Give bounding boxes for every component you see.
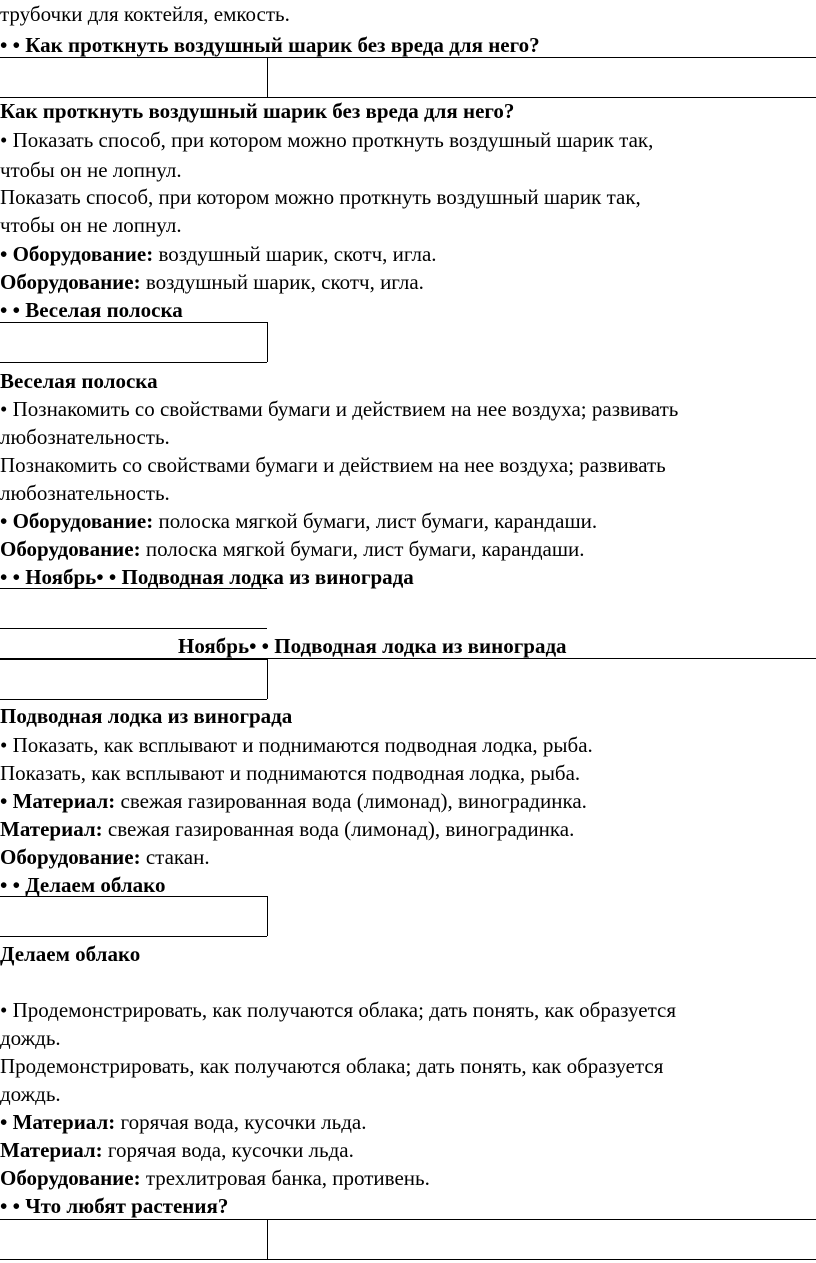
text-line (0, 787, 587, 815)
value: полоска мягкой бумаги, лист бумаги, карандаши. (140, 537, 585, 561)
section-heading: • • Веселая полоска (0, 298, 183, 322)
table-border (0, 97, 816, 98)
label: • Материал: (0, 1110, 116, 1134)
text-line: • Показать способ, при котором можно проткнуть воздушный шарик так, (0, 128, 654, 152)
table-border (0, 699, 267, 700)
value: стакан. (140, 845, 210, 869)
value: воздушный шарик, скотч, игла. (140, 270, 424, 294)
text-line: Продемонстрировать, как получаются облака; дать понять, как образуется (0, 1054, 664, 1078)
table-border (267, 1219, 268, 1259)
label: Оборудование: (0, 1166, 141, 1190)
label: Оборудование: (0, 845, 141, 869)
label: • Оборудование: (0, 509, 154, 533)
table-border (267, 57, 268, 97)
text-line (0, 1136, 354, 1164)
text-line: чтобы он не лопнул. (0, 158, 182, 182)
table-border (267, 322, 268, 362)
text-line: трубочки для коктейля, емкость. (0, 2, 290, 26)
label: • Материал: (0, 789, 116, 813)
section-heading: Подводная лодка из винограда (0, 704, 293, 728)
table-border (0, 588, 267, 589)
section-heading: Делаем облако (0, 942, 141, 966)
table-border (0, 896, 267, 897)
text-line (0, 1164, 430, 1192)
value: воздушный шарик, скотч, игла. (153, 242, 437, 266)
text-line (0, 268, 424, 296)
text-line (0, 535, 585, 563)
text-line (0, 1108, 366, 1136)
section-heading: • • Делаем облако (0, 873, 166, 897)
text-line: дождь. (0, 1082, 61, 1106)
value: горячая вода, кусочки льда. (115, 1110, 367, 1134)
table-border (0, 659, 267, 660)
value: горячая вода, кусочки льда. (102, 1138, 354, 1162)
table-border (0, 1219, 816, 1220)
table-border (0, 322, 267, 323)
table-border (0, 362, 267, 363)
section-heading: • • Ноябрь• • Подводная лодка из винограда (0, 565, 414, 589)
value: трехлитровая банка, противень. (140, 1166, 430, 1190)
table-border (0, 936, 267, 937)
label: • Оборудование: (0, 242, 154, 266)
label: Оборудование: (0, 270, 141, 294)
text-line: Познакомить со свойствами бумаги и действием на нее воздуха; развивать (0, 453, 666, 477)
text-line: чтобы он не лопнул. (0, 213, 182, 237)
text-line: Показать, как всплывают и поднимаются подводная лодка, рыба. (0, 761, 581, 785)
value: полоска мягкой бумаги, лист бумаги, карандаши. (153, 509, 598, 533)
text-line: • Показать, как всплывают и поднимаются подводная лодка, рыба. (0, 733, 593, 757)
text-line: Показать способ, при котором можно проткнуть воздушный шарик так, (0, 185, 641, 209)
table-border (0, 57, 816, 58)
value: свежая газированная вода (лимонад), виноградинка. (102, 817, 575, 841)
label: Оборудование: (0, 537, 141, 561)
section-heading: • • Что любят растения? (0, 1194, 229, 1218)
section-heading: Ноябрь• • Подводная лодка из винограда (178, 634, 567, 658)
text-line: дождь. (0, 1026, 61, 1050)
text-line (0, 507, 597, 535)
text-line: любознательность. (0, 481, 170, 505)
table-border (0, 628, 267, 629)
table-border (267, 896, 268, 936)
text-line: • Продемонстрировать, как получаются облака; дать понять, как образуется (0, 998, 676, 1022)
section-heading: Как проткнуть воздушный шарик без вреда для него? (0, 99, 515, 123)
section-heading: • • Как проткнуть воздушный шарик без вреда для него? (0, 33, 540, 57)
text-line (0, 815, 574, 843)
table-border (267, 659, 268, 699)
section-heading: Веселая полоска (0, 369, 158, 393)
label: Материал: (0, 817, 103, 841)
text-line (0, 843, 210, 871)
table-border (0, 1259, 816, 1260)
label: Материал: (0, 1138, 103, 1162)
text-line (0, 240, 437, 268)
text-line: любознательность. (0, 425, 170, 449)
value: свежая газированная вода (лимонад), виноградинка. (115, 789, 587, 813)
text-line: • Познакомить со свойствами бумаги и действием на нее воздуха; развивать (0, 397, 679, 421)
